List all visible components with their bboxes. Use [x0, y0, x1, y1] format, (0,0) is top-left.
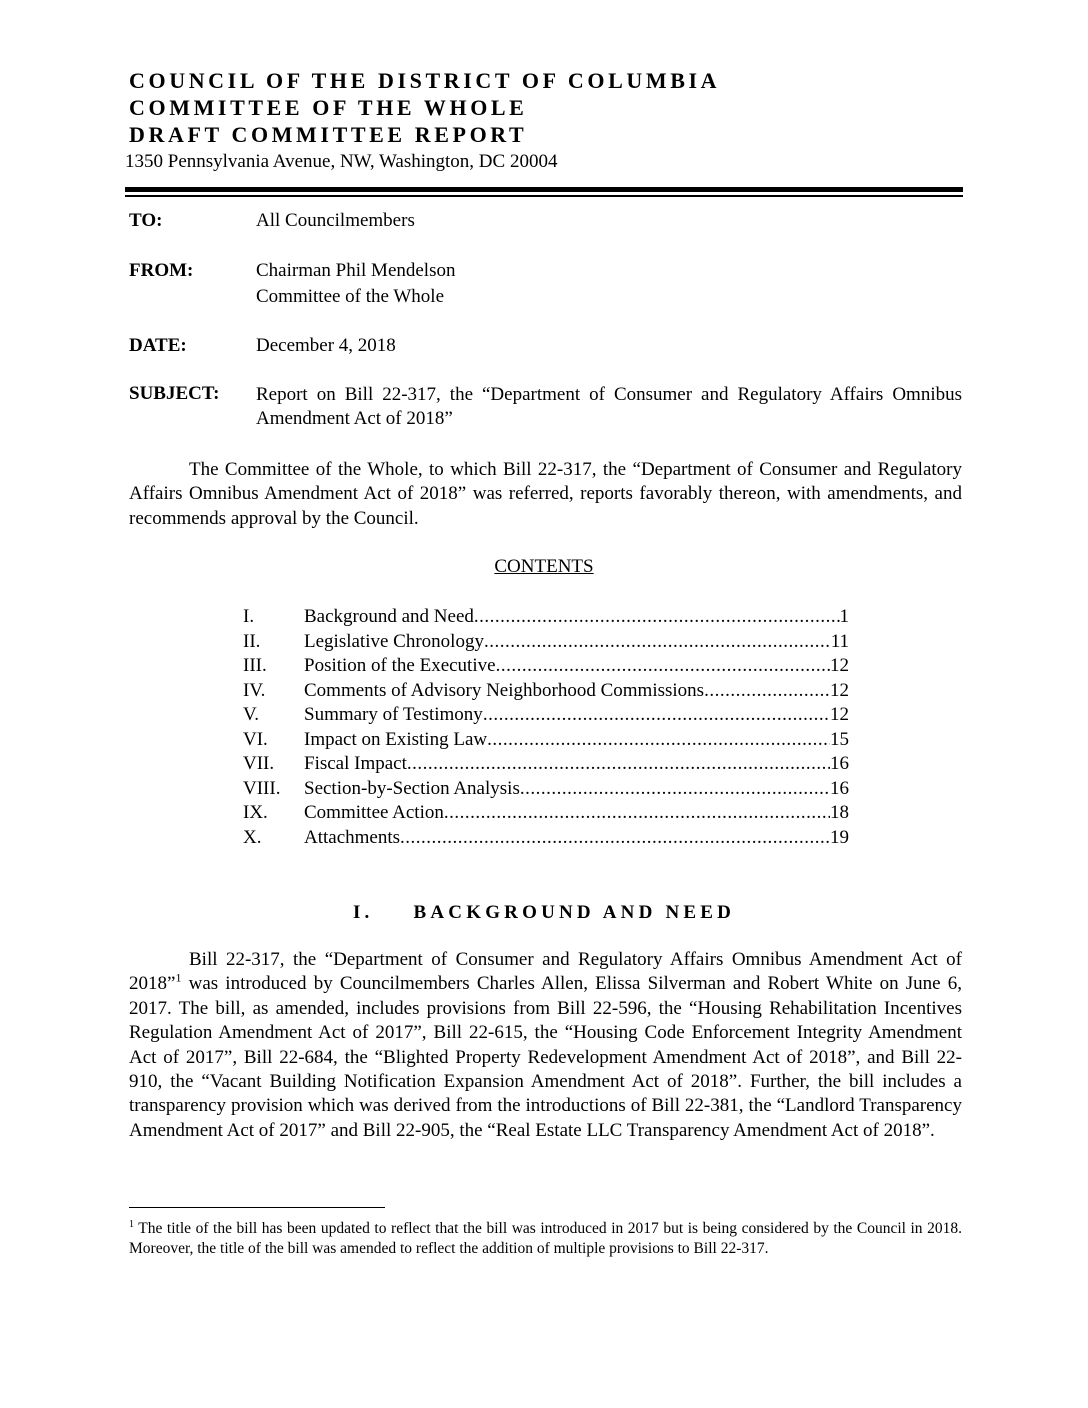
toc-page: 19 — [830, 826, 849, 848]
toc-page: 16 — [830, 777, 849, 799]
memo-subject-value: Report on Bill 22-317, the “Department of Consumer and Regulatory Affairs Omnibus Amendment Act of 2018” — [256, 384, 962, 429]
footnote-text: The title of the bill has been updated to reflect that the bill was introduced in 2017 but is being considered by the Council in 2018. Moreover, the title of the bill was amended to reflect the addition of multiple provisions to Bill 22-317. — [129, 1220, 962, 1257]
memo-subject-label: SUBJECT: — [129, 383, 220, 404]
toc-leader — [496, 654, 830, 679]
toc-leader — [444, 801, 830, 826]
toc-number: I. — [243, 606, 255, 627]
toc-leader — [520, 777, 830, 802]
background-text-part2: was introduced by Councilmembers Charles Allen, Elissa Silverman and Robert White on June 6, 2017. The bill, as amended, includes provisions from Bill 22-596, the “Housing Rehabilitation Incentives Regulation Amendment Act of 2017”, Bill 22-615, the “Housing Code Enforcement Integrity Amendment Act of 2017”, Bill 22-684, the “Blighted Property Redevelopment Amendment Act of 2018”, and Bill 22-910, the “Vacant Building Notification Expansion Amendment Act of 2018”. Further, the bill includes a transparency provision which was derived from the introductions of Bill 22-381, the “Landlord Transparency Amendment Act of 2017” and Bill 22-905, the “Real Estate LLC Transparency Amendment Act of 2018”. — [129, 973, 962, 1141]
toc-number: II. — [243, 630, 261, 652]
letterhead-address: 1350 Pennsylvania Avenue, NW, Washington, DC 20004 — [125, 151, 558, 172]
header-rule-thick — [125, 187, 963, 192]
toc-entry — [243, 679, 849, 704]
toc-number: VIII. — [243, 777, 281, 799]
toc-number: VI. — [243, 728, 268, 750]
intro-text: The Committee of the Whole, to which Bill 22-317, the “Department of Consumer and Regulatory Affairs Omnibus Amendment Act of 2018” was referred, reports favorably thereon, with amendments, and recommends approval by the Council. — [129, 459, 962, 529]
toc-leader — [400, 826, 830, 851]
toc-entry — [243, 801, 849, 826]
letterhead-committee: COMMITTEE OF THE WHOLE — [129, 95, 528, 120]
toc-title: Summary of Testimony — [304, 704, 483, 725]
memo-from-name: Chairman Phil Mendelson — [256, 260, 456, 281]
toc-entry — [243, 654, 849, 679]
toc-number: V. — [243, 704, 260, 725]
toc-entry — [243, 728, 849, 753]
letterhead-council: COUNCIL OF THE DISTRICT OF COLUMBIA — [129, 68, 721, 93]
toc-page: 12 — [830, 704, 849, 725]
toc-leader — [474, 605, 840, 630]
toc-page: 12 — [830, 655, 849, 676]
toc-title: Comments of Advisory Neighborhood Commissions — [304, 679, 705, 701]
toc-number: VII. — [243, 753, 275, 774]
toc-page: 11 — [830, 630, 849, 652]
toc-entry — [243, 777, 849, 802]
section-heading — [0, 902, 1088, 924]
memo-to-value: All Councilmembers — [256, 210, 415, 231]
toc-leader — [407, 752, 830, 777]
memo-date-label: DATE: — [129, 335, 187, 356]
toc-page: 15 — [830, 728, 849, 750]
toc-page: 1 — [839, 606, 849, 627]
letterhead-report-type: DRAFT COMMITTEE REPORT — [129, 122, 528, 147]
memo-date-value: December 4, 2018 — [256, 335, 396, 356]
toc-title: Position of the Executive — [304, 655, 496, 676]
contents-heading: CONTENTS — [494, 556, 594, 577]
toc-page: 18 — [830, 802, 849, 823]
footnote-separator — [129, 1207, 385, 1208]
background-paragraph — [129, 948, 962, 1143]
background-text-part1: Bill 22-317, the “Department of Consumer and Regulatory Affairs Omnibus Amendment Act of 2018” — [129, 949, 962, 995]
toc-title: Legislative Chronology — [304, 630, 484, 652]
toc-number: IV. — [243, 679, 266, 701]
table-of-contents — [243, 605, 849, 850]
toc-entry — [243, 826, 849, 851]
section-title: BACKGROUND AND NEED — [413, 902, 736, 923]
toc-title: Section-by-Section Analysis — [304, 777, 520, 799]
toc-title: Background and Need — [304, 606, 474, 627]
toc-entry — [243, 605, 849, 630]
memo-from-committee: Committee of the Whole — [256, 286, 445, 307]
toc-page: 16 — [830, 753, 849, 774]
toc-page: 12 — [830, 679, 849, 701]
toc-entry — [243, 752, 849, 777]
toc-number: III. — [243, 655, 267, 676]
footnote-mark: 1 — [129, 1218, 134, 1230]
memo-to-label: TO: — [129, 210, 163, 231]
toc-number: IX. — [243, 802, 268, 823]
toc-leader — [487, 728, 830, 753]
toc-title: Fiscal Impact — [304, 753, 407, 774]
toc-leader — [704, 679, 830, 704]
intro-paragraph — [129, 458, 962, 531]
toc-title: Committee Action — [304, 802, 444, 823]
toc-title: Impact on Existing Law — [304, 728, 488, 750]
toc-title: Attachments — [304, 826, 401, 848]
memo-from-label: FROM: — [129, 260, 194, 281]
footnote-reference[interactable]: 1 — [175, 971, 182, 986]
section-number: I. — [352, 902, 374, 923]
toc-leader — [483, 703, 830, 728]
toc-leader — [484, 630, 831, 655]
toc-entry — [243, 630, 849, 655]
header-rule-thin — [125, 195, 963, 197]
toc-number: X. — [243, 826, 262, 848]
footnote — [129, 1219, 962, 1259]
toc-entry — [243, 703, 849, 728]
